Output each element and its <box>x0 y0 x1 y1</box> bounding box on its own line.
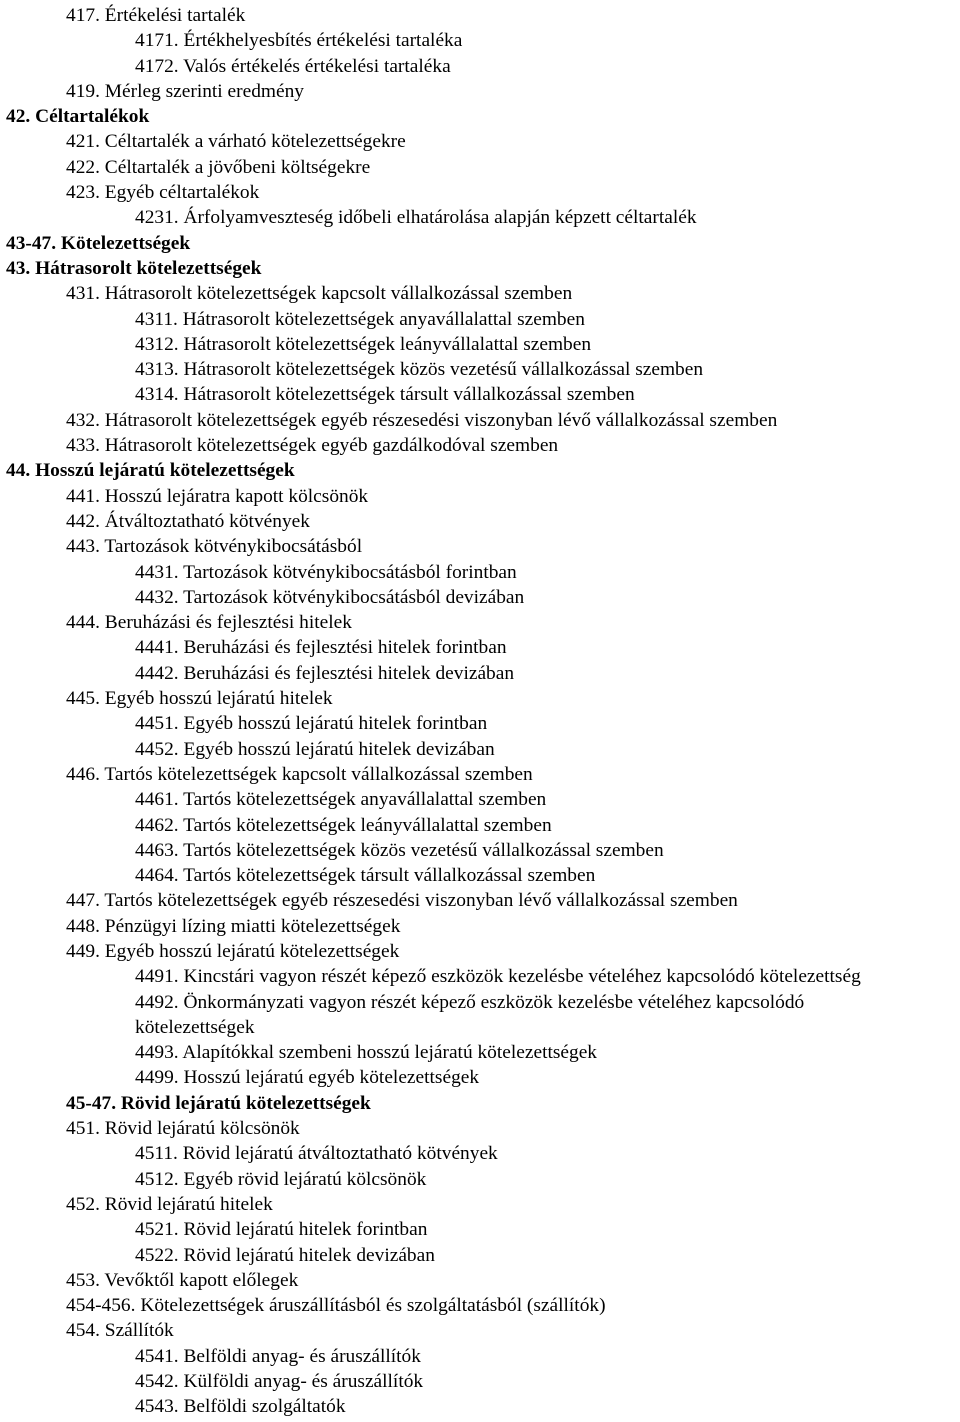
list-item: 4499. Hosszú lejáratú egyéb kötelezettségek <box>135 1067 480 1089</box>
list-item: 419. Mérleg szerinti eredmény <box>66 80 304 102</box>
section-heading: 44. Hosszú lejáratú kötelezettségek <box>6 460 295 482</box>
list-item: 4231. Árfolyamveszteség időbeli elhatárolása alapján képzett céltartalék <box>135 207 697 229</box>
list-item: 4464. Tartós kötelezettségek társult vállalkozással szemben <box>135 865 596 887</box>
list-item: 446. Tartós kötelezettségek kapcsolt vállalkozással szemben <box>66 763 533 785</box>
list-item: 422. Céltartalék a jövőbeni költségekre <box>66 156 371 178</box>
list-item: kötelezettségek <box>135 1016 255 1038</box>
list-item: 4432. Tartozások kötvénykibocsátásból devizában <box>135 586 525 608</box>
list-item: 441. Hosszú lejáratra kapott kölcsönök <box>66 485 369 507</box>
list-item: 432. Hátrasorolt kötelezettségek egyéb részesedési viszonyban lévő vállalkozással szemben <box>66 409 778 431</box>
list-item: 4541. Belföldi anyag- és áruszállítók <box>135 1345 421 1367</box>
list-item: 4542. Külföldi anyag- és áruszállítók <box>135 1371 424 1393</box>
list-item: 454-456. Kötelezettségek áruszállításból és szolgáltatásból (szállítók) <box>66 1295 606 1317</box>
list-item: 431. Hátrasorolt kötelezettségek kapcsolt vállalkozással szemben <box>66 283 573 305</box>
section-heading: 45-47. Rövid lejáratú kötelezettségek <box>66 1092 371 1114</box>
section-heading: 42. Céltartalékok <box>6 106 150 128</box>
section-heading: 43-47. Kötelezettségek <box>6 232 191 254</box>
list-item: 4462. Tartós kötelezettségek leányvállalattal szemben <box>135 814 552 836</box>
list-item: 4431. Tartozások kötvénykibocsátásból forintban <box>135 561 517 583</box>
list-item: 443. Tartozások kötvénykibocsátásból <box>66 536 363 558</box>
list-item: 4492. Önkormányzati vagyon részét képező eszközök kezelésbe vételéhez kapcsolódó <box>135 991 805 1013</box>
list-item: 4463. Tartós kötelezettségek közös vezetésű vállalkozással szemben <box>135 839 664 861</box>
list-item: 4512. Egyéb rövid lejáratú kölcsönök <box>135 1168 427 1190</box>
list-item: 4522. Rövid lejáratú hitelek devizában <box>135 1244 435 1266</box>
list-item: 4171. Értékhelyesbítés értékelési tartaléka <box>135 30 463 52</box>
list-item: 451. Rövid lejáratú kölcsönök <box>66 1118 300 1140</box>
list-item: 4313. Hátrasorolt kötelezettségek közös vezetésű vállalkozással szemben <box>135 359 704 381</box>
document-body <box>0 3 960 1420</box>
list-item: 442. Átváltoztatható kötvények <box>66 510 310 532</box>
list-item: 4451. Egyéb hosszú lejáratú hitelek forintban <box>135 713 488 735</box>
list-item: 4441. Beruházási és fejlesztési hitelek forintban <box>135 637 507 659</box>
list-item: 4491. Kincstári vagyon részét képező eszközök kezelésbe vételéhez kapcsolódó kötelezettség <box>135 966 861 988</box>
list-item: 444. Beruházási és fejlesztési hitelek <box>66 612 352 634</box>
section-heading: 43. Hátrasorolt kötelezettségek <box>6 257 262 279</box>
list-item: 4461. Tartós kötelezettségek anyavállalattal szemben <box>135 789 547 811</box>
list-item: 445. Egyéb hosszú lejáratú hitelek <box>66 688 333 710</box>
list-item: 423. Egyéb céltartalékok <box>66 182 260 204</box>
list-item: 421. Céltartalék a várható kötelezettségekre <box>66 131 406 153</box>
list-item: 4511. Rövid lejáratú átváltoztatható kötvények <box>135 1143 498 1165</box>
list-item: 417. Értékelési tartalék <box>66 5 246 26</box>
list-item: 449. Egyéb hosszú lejáratú kötelezettségek <box>66 940 400 962</box>
list-item: 4543. Belföldi szolgáltatók <box>135 1396 346 1418</box>
list-item: 447. Tartós kötelezettségek egyéb részesedési viszonyban lévő vállalkozással szemben <box>66 890 738 912</box>
list-item: 4493. Alapítókkal szembeni hosszú lejáratú kötelezettségek <box>135 1042 598 1064</box>
list-item: 4172. Valós értékelés értékelési tartaléka <box>135 55 451 77</box>
list-item: 4311. Hátrasorolt kötelezettségek anyavállalattal szemben <box>135 308 585 330</box>
list-item: 433. Hátrasorolt kötelezettségek egyéb gazdálkodóval szemben <box>66 435 559 457</box>
list-item: 4452. Egyéb hosszú lejáratú hitelek devizában <box>135 738 495 760</box>
list-item: 4521. Rövid lejáratú hitelek forintban <box>135 1219 428 1241</box>
list-item: 4442. Beruházási és fejlesztési hitelek devizában <box>135 662 515 684</box>
list-item: 4312. Hátrasorolt kötelezettségek leányvállalattal szemben <box>135 333 592 355</box>
list-item: 453. Vevőktől kapott előlegek <box>66 1269 299 1291</box>
list-item: 454. Szállítók <box>66 1320 174 1342</box>
list-item: 448. Pénzügyi lízing miatti kötelezettségek <box>66 915 401 937</box>
list-item: 4314. Hátrasorolt kötelezettségek társult vállalkozással szemben <box>135 384 635 406</box>
list-item: 452. Rövid lejáratú hitelek <box>66 1193 273 1215</box>
